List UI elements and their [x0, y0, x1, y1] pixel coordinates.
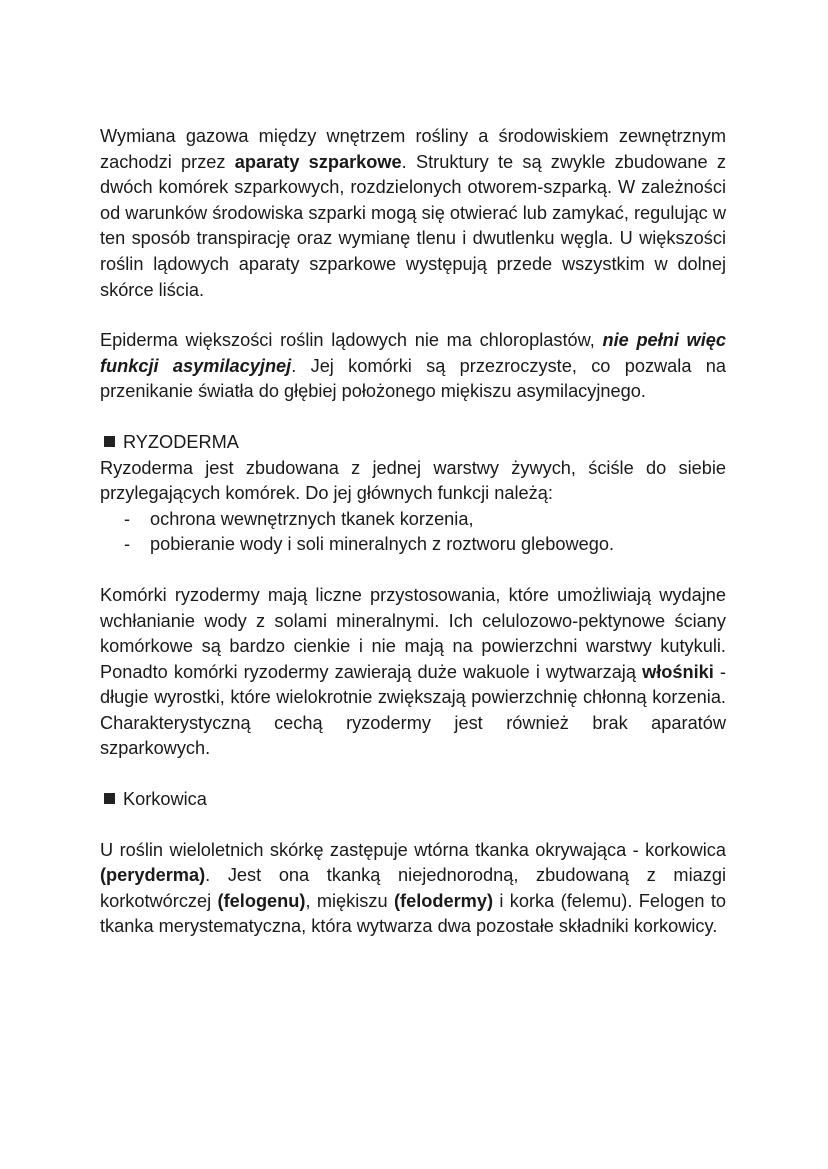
section-heading-ryzoderma: [100, 430, 726, 456]
dash-bullet: -: [124, 508, 131, 529]
text-run: Komórki ryzodermy mają liczne przystosowania, które umożliwiają wydajne wchłanianie wody z solami mineralnymi. Ich celulozowo-pektynowe ściany komórkowe są bardzo cienkie i nie mają na powierzchni warstwy kutykuli. Ponadto komórki ryzodermy zawierają duże wakuole i wytwarzają: [100, 584, 726, 682]
bold-term-stomata: aparaty szparkowe: [234, 151, 402, 172]
text-run: - długie wyrostki, które wielokrotnie zwiększają powierzchnię chłonną korzenia. Charakterystyczną cechą ryzodermy jest również brak aparatów szparkowych.: [100, 661, 726, 759]
bold-term-feloderma: (felodermy): [393, 890, 494, 911]
paragraph-spacer: [100, 813, 726, 838]
list-item-text: ochrona wewnętrznych tkanek korzenia,: [150, 508, 474, 529]
paragraph-stomata: [100, 124, 726, 303]
list-item-text: pobieranie wody i soli mineralnych z roztworu glebowego.: [150, 534, 615, 555]
paragraph-korkowica: [100, 838, 726, 940]
text-run: , miękiszu: [305, 890, 394, 911]
bold-term-peryderma: (peryderma): [100, 865, 206, 886]
section-heading-korkowica: [100, 787, 726, 813]
paragraph-spacer: [100, 558, 726, 583]
list-item: [100, 507, 726, 533]
paragraph-ryzoderma-intro: Ryzoderma jest zbudowana z jednej warstwy żywych, ściśle do siebie przylegających komórek. Do jej głównych funkcji należą:: [100, 457, 726, 504]
paragraph-spacer: [100, 405, 726, 430]
section-heading-label: Korkowica: [123, 789, 207, 810]
paragraph-spacer: [100, 762, 726, 787]
bold-italic-term: nie pełni więc funkcji asymilacyjnej: [100, 330, 726, 376]
text-run: . Jest ona tkanką niejednorodną, zbudowaną z miazgi korkotwórczej: [100, 865, 726, 911]
square-bullet-icon: [104, 793, 115, 804]
text-run: Wymiana gazowa między wnętrzem rośliny a środowiskiem zewnętrznym zachodzi przez: [100, 126, 726, 172]
document-page: [100, 124, 726, 940]
paragraph-ryzoderma-adaptations: [100, 583, 726, 762]
text-run: . Struktury te są zwykle zbudowane z dwóch komórek szparkowych, rozdzielonych otworem-szparką. W zależności od warunków środowiska szparki mogą się otwierać lub zamykać, regulując w ten sposób transpirację oraz wymianę tlenu i dwutlenku węgla. U większości roślin lądowych aparaty szparkowe występują przede wszystkim w dolnej skórce liścia.: [100, 151, 726, 300]
paragraph-spacer: [100, 303, 726, 328]
dash-bullet: -: [124, 534, 131, 555]
text-run: . Jej komórki są przezroczyste, co pozwala na przenikanie światła do głębiej położonego miękiszu asymilacyjnego.: [100, 355, 726, 402]
function-list: [100, 507, 726, 558]
square-bullet-icon: [104, 436, 115, 447]
list-item: [100, 532, 726, 558]
paragraph-epidermis: [100, 328, 726, 405]
text-run: U roślin wieloletnich skórkę zastępuje wtórna tkanka okrywająca - korkowica: [100, 839, 726, 860]
bold-term-root-hairs: włośniki: [642, 661, 714, 682]
bold-term-felogen: (felogenu): [217, 890, 306, 911]
text-run: i korka (felemu). Felogen to tkanka merystematyczna, która wytwarza dwa pozostałe składniki korkowicy.: [100, 890, 727, 937]
section-heading-label: RYZODERMA: [123, 431, 239, 452]
text-run: Epiderma większości roślin lądowych nie ma chloroplastów,: [100, 330, 603, 351]
